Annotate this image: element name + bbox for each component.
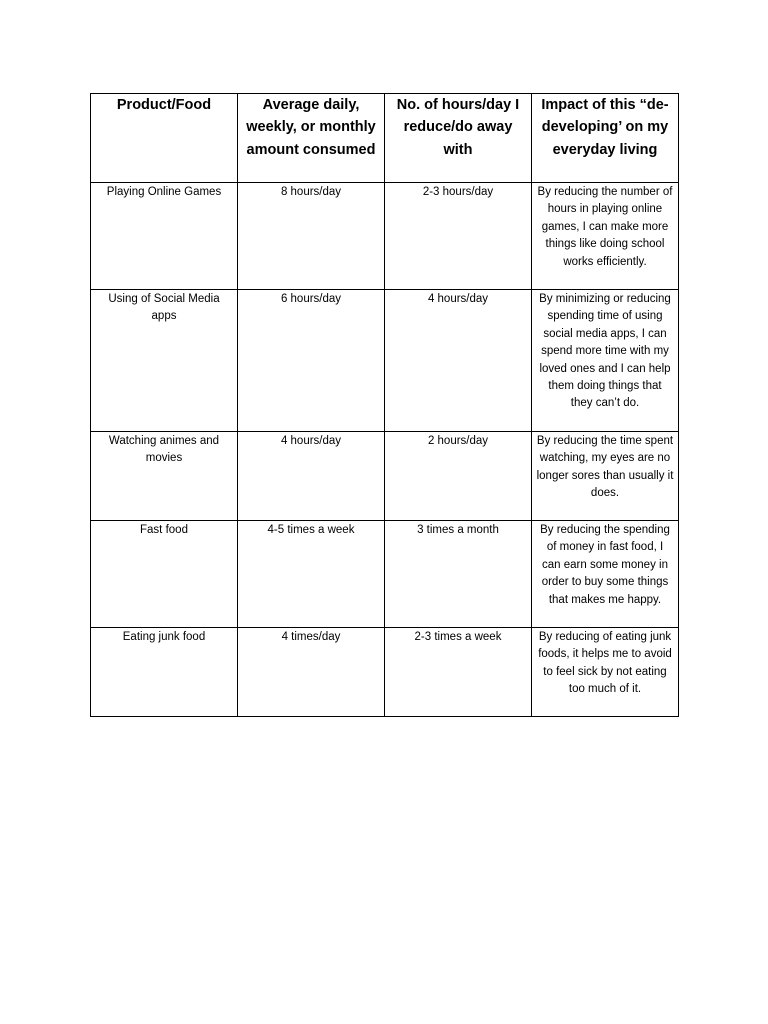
table-row <box>91 521 679 628</box>
cell-reduce: 2-3 hours/day <box>385 183 532 290</box>
table-row <box>91 432 679 521</box>
cell-product: Watching animes and movies <box>91 432 238 521</box>
header-average-amount: Average daily, weekly, or monthly amount consumed <box>238 94 385 183</box>
header-impact: Impact of this “de-developing’ on my everyday living <box>532 94 679 183</box>
cell-impact: By reducing the number of hours in playing online games, I can make more things like doing school works efficiently. <box>532 183 679 290</box>
cell-impact: By reducing the spending of money in fast food, I can earn some money in order to buy some things that makes me happy. <box>532 521 679 628</box>
cell-product: Eating junk food <box>91 628 238 717</box>
cell-product: Using of Social Media apps <box>91 290 238 432</box>
table-row <box>91 628 679 717</box>
cell-reduce: 2 hours/day <box>385 432 532 521</box>
cell-product: Playing Online Games <box>91 183 238 290</box>
cell-impact: By reducing of eating junk foods, it helps me to avoid to feel sick by not eating too much of it. <box>532 628 679 717</box>
header-hours-reduced: No. of hours/day I reduce/do away with <box>385 94 532 183</box>
cell-average: 6 hours/day <box>238 290 385 432</box>
cell-product: Fast food <box>91 521 238 628</box>
cell-reduce: 3 times a month <box>385 521 532 628</box>
table-row <box>91 183 679 290</box>
cell-reduce: 4 hours/day <box>385 290 532 432</box>
header-product-food: Product/Food <box>91 94 238 183</box>
cell-average: 8 hours/day <box>238 183 385 290</box>
cell-average: 4 times/day <box>238 628 385 717</box>
cell-average: 4 hours/day <box>238 432 385 521</box>
table-row <box>91 290 679 432</box>
cell-impact: By reducing the time spent watching, my eyes are no longer sores than usually it does. <box>532 432 679 521</box>
cell-average: 4-5 times a week <box>238 521 385 628</box>
table-header-row <box>91 94 679 183</box>
consumption-table <box>90 93 679 717</box>
cell-reduce: 2-3 times a week <box>385 628 532 717</box>
cell-impact: By minimizing or reducing spending time of using social media apps, I can spend more time with my loved ones and I can help them doing things that they can’t do. <box>532 290 679 432</box>
